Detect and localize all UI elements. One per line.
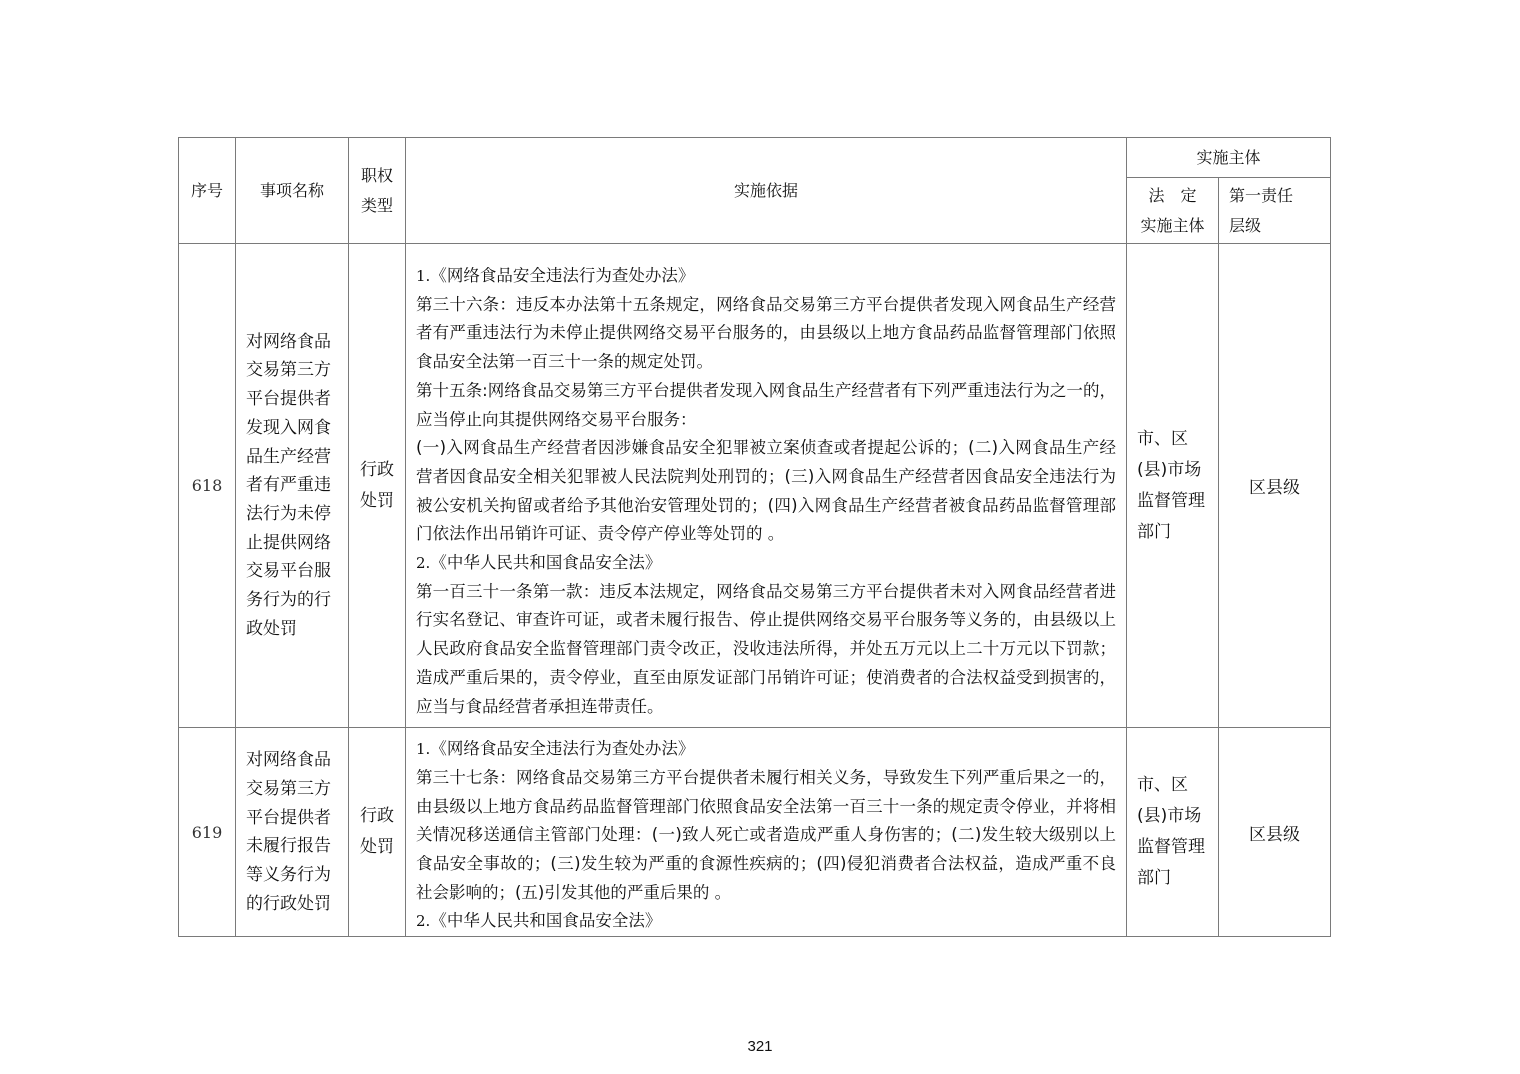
row-type-line2: 处罚 (360, 490, 394, 511)
basis-source-title: 1.《网络食品安全违法行为查处办法》 (416, 739, 695, 759)
page-number: 321 (747, 1038, 773, 1055)
header-level-line2: 层级 (1229, 215, 1262, 235)
row-type-line1: 行政 (360, 806, 394, 827)
header-level-line1: 第一责任 (1229, 185, 1294, 205)
row-authority-type (349, 244, 406, 728)
basis-source-title: 1.《网络食品安全违法行为查处办法》 (416, 266, 695, 285)
basis-source-title: 2.《中华人民共和国食品安全法》 (416, 911, 662, 931)
row-type-line1: 行政 (360, 459, 394, 480)
basis-paragraph: (一)入网食品生产经营者因涉嫌食品安全犯罪被立案侦查或者提起公诉的；(二)入网食品生产经营者因食品安全相关犯罪被人民法院判处刑罚的；(三)入网食品生产经营者因食品安全违法行为被公安机关拘留或者给予其他治安管理处罚的；(四)入网食品生产经营者被食品药品监督管理部门依法作出吊销许可证、责令停产停业等处罚的 。 (416, 438, 1116, 544)
header-seq: 序号 (179, 138, 236, 244)
row-seq: 619 (179, 728, 236, 937)
row-basis (406, 728, 1127, 937)
header-responsibility-level (1219, 178, 1331, 244)
basis-paragraph: 第三十六条：违反本办法第十五条规定，网络食品交易第三方平台提供者发现入网食品生产经营者有严重违法行为未停止提供网络交易平台服务的，由县级以上地方食品药品监督管理部门依照食品安全法第一百三十一条的规定处罚。 (416, 294, 1116, 372)
row-basis (406, 244, 1127, 728)
basis-source-title: 2.《中华人民共和国食品安全法》 (416, 553, 662, 573)
row-seq: 618 (179, 244, 236, 728)
header-authority-type (349, 138, 406, 244)
header-legal-line1: 法 定 (1148, 185, 1197, 205)
header-legal-line2: 实施主体 (1140, 215, 1205, 235)
row-responsibility-level: 区县级 (1219, 728, 1331, 937)
basis-paragraph: 第十五条:网络食品交易第三方平台提供者发现入网食品生产经营者有下列严重违法行为之一的，应当停止向其提供网络交易平台服务： (416, 380, 1116, 429)
row-item-name: 对网络食品交易第三方平台提供者发现入网食品生产经营者有严重违法行为未停止提供网络交易平台服务行为的行政处罚 (236, 244, 349, 728)
header-legal-subject (1127, 178, 1219, 244)
table-row (179, 728, 1331, 937)
header-type-line1: 职权 (360, 165, 393, 185)
row-type-line2: 处罚 (360, 837, 394, 858)
row-legal-subject: 市、区(县)市场监督管理部门 (1127, 728, 1219, 937)
row-legal-subject: 市、区(县)市场监督管理部门 (1127, 244, 1219, 728)
table-row (179, 244, 1331, 728)
header-type-line2: 类型 (360, 195, 393, 215)
header-basis: 实施依据 (406, 138, 1127, 244)
basis-paragraph: 第三十七条：网络食品交易第三方平台提供者未履行相关义务，导致发生下列严重后果之一的，由县级以上地方食品药品监督管理部门依照食品安全法第一百三十一条的规定责令停业，并将相关情况移送通信主管部门处理：(一)致人死亡或者造成严重人身伤害的；(二)发生较大级别以上食品安全事故的；(三)发生较为严重的食源性疾病的；(四)侵犯消费者合法权益，造成严重不良社会影响的；(五)引发其他的严重后果的 。 (416, 767, 1116, 902)
basis-paragraph: 第一百三十一条第一款：违反本法规定，网络食品交易第三方平台提供者未对入网食品经营者进行实名登记、审查许可证，或者未履行报告、停止提供网络交易平台服务等义务的，由县级以上人民政府食品安全监督管理部门责令改正，没收违法所得，并处五万元以上二十万元以下罚款；造成严重后果的，责令停业，直至由原发证部门吊销许可证；使消费者的合法权益受到损害的，应当与食品经营者承担连带责任。 (416, 581, 1116, 716)
row-responsibility-level: 区县级 (1219, 244, 1331, 728)
header-item-name: 事项名称 (236, 138, 349, 244)
row-item-name: 对网络食品交易第三方平台提供者未履行报告等义务行为的行政处罚 (236, 728, 349, 937)
header-implementing-subject: 实施主体 (1127, 138, 1331, 178)
row-authority-type (349, 728, 406, 937)
enforcement-items-table (178, 137, 1331, 937)
